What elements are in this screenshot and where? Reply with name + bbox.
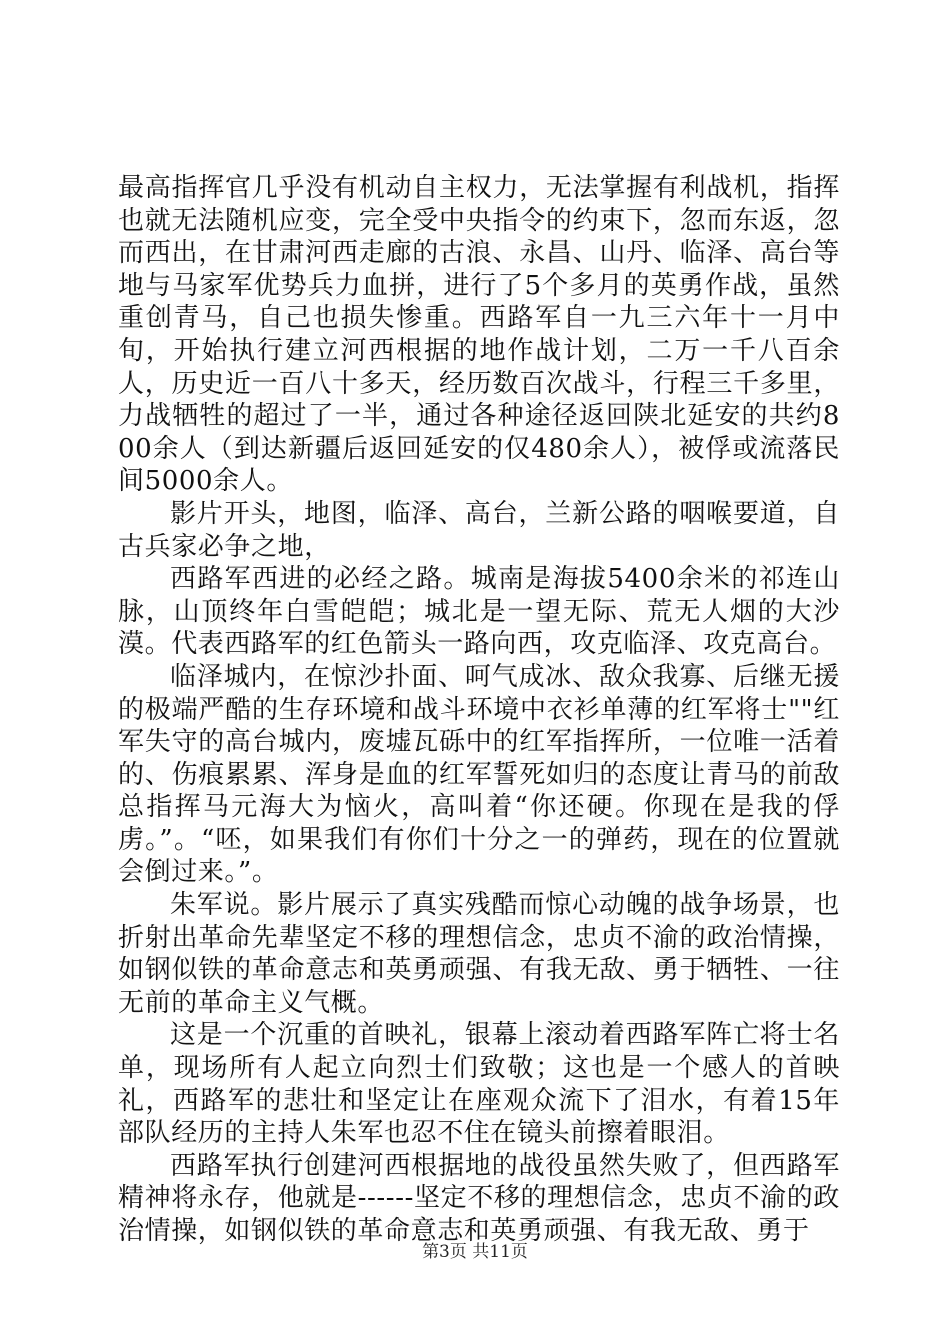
paragraph-5: 朱军说。影片展示了真实残酷而惊心动魄的战争场景，也折射出革命先辈坚定不移的理想信念，忠贞不渝的政治情操，如钢似铁的革命意志和英勇顽强、有我无敌、勇于牺牲、一往无前的革命主义气概。 — [118, 890, 840, 1018]
paragraph-7: 西路军执行创建河西根据地的战役虽然失败了，但西路军精神将永存，他就是------坚定不移的理想信念，忠贞不渝的政治情操，如钢似铁的革命意志和英勇顽强、有我无敌、勇于 — [118, 1150, 840, 1246]
page-footer — [0, 1241, 950, 1263]
paragraph-4: 临泽城内，在惊沙扑面、呵气成冰、敌众我寡、后继无援的极端严酷的生存环境和战斗环境中衣衫单薄的红军将士""红军失守的高台城内，废墟瓦砾中的红军指挥所，一位唯一活着的、伤痕累累、浑身是血的红军誓死如归的态度让青马的前敌总指挥马元海大为恼火，高叫着“你还硬。你现在是我的俘虏。”。“呸，如果我们有你们十分之一的弹药，现在的位置就会倒过来。”。 — [118, 661, 840, 888]
paragraph-2: 影片开头，地图，临泽、高台，兰新公路的咽喉要道，自古兵家必争之地， — [118, 498, 840, 562]
page-number: 第3页 — [422, 1242, 467, 1262]
document-body — [118, 172, 840, 1248]
paragraph-1: 最高指挥官几乎没有机动自主权力，无法掌握有利战机，指挥也就无法随机应变，完全受中央指令的约束下，忽而东返，忽而西出，在甘肃河西走廊的古浪、永昌、山丹、临泽、高台等地与马家军优势兵力血拼，进行了5个多月的英勇作战，虽然重创青马，自己也损失惨重。西路军自一九三六年十一月中旬，开始执行建立河西根据的地作战计划，二万一千八百余人，历史近一百八十多天，经历数百次战斗，行程三千多里，力战牺牲的超过了一半，通过各种途径返回陕北延安的共约800余人（到达新疆后返回延安的仅480余人），被俘或流落民间5000余人。 — [118, 173, 840, 497]
paragraph-3: 西路军西进的必经之路。城南是海拔5400余米的祁连山脉，山顶终年白雪皑皑；城北是一望无际、荒无人烟的大沙漠。代表西路军的红色箭头一路向西，攻克临泽、攻克高台。 — [118, 564, 840, 660]
paragraph-6: 这是一个沉重的首映礼，银幕上滚动着西路军阵亡将士名单，现场所有人起立向烈士们致敬；这也是一个感人的首映礼，西路军的悲壮和坚定让在座观众流下了泪水，有着15年部队经历的主持人朱军也忍不住在镜头前擦着眼泪。 — [118, 1020, 840, 1149]
page-total: 共11页 — [472, 1242, 528, 1262]
